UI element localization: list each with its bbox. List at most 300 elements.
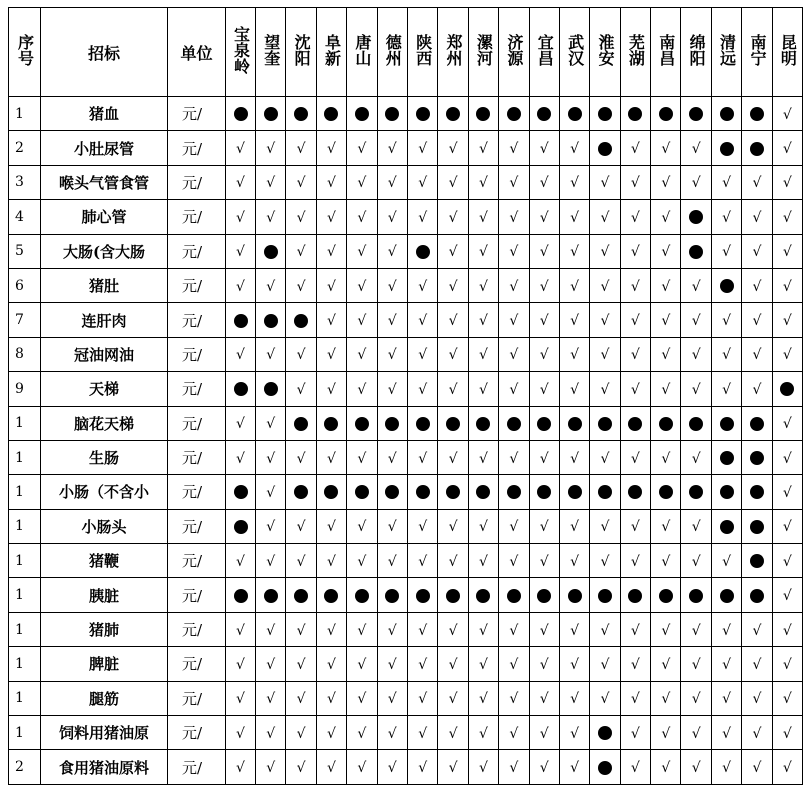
check-mark: √ xyxy=(539,244,549,261)
tick-mark xyxy=(286,612,316,646)
check-mark: √ xyxy=(509,347,519,364)
dot-mark xyxy=(407,578,437,612)
tick-mark xyxy=(438,750,468,784)
check-mark: √ xyxy=(661,553,671,570)
header-row xyxy=(9,8,803,97)
check-mark: √ xyxy=(448,141,458,158)
dot-mark xyxy=(256,97,286,131)
check-mark: √ xyxy=(418,175,428,192)
check-mark: √ xyxy=(782,725,792,742)
check-mark: √ xyxy=(236,656,245,673)
check-mark: √ xyxy=(418,278,428,295)
check-mark: √ xyxy=(448,278,458,295)
table-row xyxy=(9,406,803,440)
check-mark: √ xyxy=(509,450,519,467)
tick-mark xyxy=(468,372,498,406)
tick-mark xyxy=(377,440,407,474)
filled-dot-icon xyxy=(264,107,278,121)
tick-mark xyxy=(468,509,498,543)
check-mark: √ xyxy=(630,760,640,777)
check-mark: √ xyxy=(357,313,367,330)
check-mark: √ xyxy=(448,725,458,742)
tick-mark xyxy=(438,337,468,371)
filled-dot-icon xyxy=(446,107,460,121)
dot-mark xyxy=(620,578,650,612)
table-row xyxy=(9,303,803,337)
tick-mark xyxy=(226,750,256,784)
dot-mark xyxy=(742,544,772,578)
check-mark: √ xyxy=(570,519,580,536)
tick-mark xyxy=(468,750,498,784)
check-mark: √ xyxy=(418,691,428,708)
check-mark: √ xyxy=(691,622,701,639)
check-mark: √ xyxy=(722,725,732,742)
check-mark: √ xyxy=(661,313,671,330)
tick-mark xyxy=(377,681,407,715)
check-mark: √ xyxy=(266,450,276,467)
check-mark: √ xyxy=(478,725,488,742)
dot-mark xyxy=(559,475,589,509)
tick-mark xyxy=(468,544,498,578)
tick-mark xyxy=(499,716,529,750)
check-mark: √ xyxy=(539,760,549,777)
check-mark: √ xyxy=(752,209,762,226)
tick-mark xyxy=(347,681,377,715)
tick-mark xyxy=(468,337,498,371)
check-mark: √ xyxy=(630,691,640,708)
tick-mark xyxy=(316,268,346,302)
tick-mark xyxy=(499,165,529,199)
filled-dot-icon xyxy=(385,589,399,603)
check-mark: √ xyxy=(266,278,276,295)
check-mark: √ xyxy=(661,450,671,467)
tick-mark xyxy=(407,509,437,543)
tick-mark xyxy=(499,268,529,302)
check-mark: √ xyxy=(630,725,640,742)
dot-mark xyxy=(620,97,650,131)
tick-mark xyxy=(256,509,286,543)
tick-mark xyxy=(256,200,286,234)
item-unit: 元/ xyxy=(168,509,226,543)
check-mark: √ xyxy=(327,244,336,261)
header-city: 济源 xyxy=(499,8,529,97)
row-number: 4 xyxy=(9,200,41,234)
tick-mark xyxy=(499,647,529,681)
check-mark: √ xyxy=(782,656,792,673)
item-name: 猪肺 xyxy=(41,612,168,646)
tick-mark xyxy=(651,372,681,406)
tick-mark xyxy=(407,681,437,715)
check-mark: √ xyxy=(418,725,428,742)
check-mark: √ xyxy=(691,141,701,158)
tick-mark xyxy=(286,372,316,406)
check-mark: √ xyxy=(327,209,336,226)
check-mark: √ xyxy=(570,381,580,398)
check-mark: √ xyxy=(418,656,428,673)
tick-mark xyxy=(286,131,316,165)
tick-mark xyxy=(651,716,681,750)
tick-mark xyxy=(711,234,741,268)
tick-mark xyxy=(590,337,620,371)
tick-mark xyxy=(742,647,772,681)
tick-mark xyxy=(559,647,589,681)
item-name: 胰脏 xyxy=(41,578,168,612)
check-mark: √ xyxy=(661,519,671,536)
tick-mark xyxy=(620,509,650,543)
check-mark: √ xyxy=(357,760,367,777)
check-mark: √ xyxy=(691,313,701,330)
check-mark: √ xyxy=(691,347,701,364)
tick-mark xyxy=(559,337,589,371)
row-number: 3 xyxy=(9,165,41,199)
tick-mark xyxy=(559,131,589,165)
tick-mark xyxy=(651,750,681,784)
filled-dot-icon xyxy=(720,417,734,431)
check-mark: √ xyxy=(722,175,732,192)
tick-mark xyxy=(256,440,286,474)
tick-mark xyxy=(651,200,681,234)
check-mark: √ xyxy=(661,278,671,295)
check-mark: √ xyxy=(782,484,792,501)
filled-dot-icon xyxy=(416,245,430,259)
dot-mark xyxy=(256,303,286,337)
dot-mark xyxy=(772,372,802,406)
check-mark: √ xyxy=(782,106,792,123)
check-mark: √ xyxy=(387,381,397,398)
tick-mark xyxy=(529,440,559,474)
check-mark: √ xyxy=(296,209,306,226)
table-row xyxy=(9,131,803,165)
tick-mark xyxy=(438,440,468,474)
item-unit: 元/ xyxy=(168,165,226,199)
check-mark: √ xyxy=(357,519,367,536)
tick-mark xyxy=(316,544,346,578)
check-mark: √ xyxy=(357,209,367,226)
dot-mark xyxy=(711,440,741,474)
check-mark: √ xyxy=(296,553,306,570)
check-mark: √ xyxy=(478,209,488,226)
check-mark: √ xyxy=(722,381,732,398)
tick-mark xyxy=(256,647,286,681)
check-mark: √ xyxy=(752,656,762,673)
tick-mark xyxy=(590,647,620,681)
filled-dot-icon xyxy=(476,417,490,431)
check-mark: √ xyxy=(600,622,610,639)
tick-mark xyxy=(377,647,407,681)
tick-mark xyxy=(590,681,620,715)
tick-mark xyxy=(651,303,681,337)
check-mark: √ xyxy=(418,622,428,639)
dot-mark xyxy=(590,578,620,612)
check-mark: √ xyxy=(478,381,488,398)
tick-mark xyxy=(226,544,256,578)
filled-dot-icon xyxy=(659,107,673,121)
tick-mark xyxy=(407,750,437,784)
dot-mark xyxy=(529,475,559,509)
tick-mark xyxy=(742,681,772,715)
filled-dot-icon xyxy=(720,142,734,156)
tick-mark xyxy=(651,544,681,578)
check-mark: √ xyxy=(782,519,792,536)
tick-mark xyxy=(651,681,681,715)
tick-mark xyxy=(529,200,559,234)
dot-mark xyxy=(590,750,620,784)
tick-mark xyxy=(529,750,559,784)
check-mark: √ xyxy=(782,209,792,226)
dot-mark xyxy=(407,406,437,440)
dot-mark xyxy=(347,97,377,131)
check-mark: √ xyxy=(539,450,549,467)
check-mark: √ xyxy=(570,141,580,158)
check-mark: √ xyxy=(539,175,549,192)
filled-dot-icon xyxy=(598,142,612,156)
filled-dot-icon xyxy=(750,589,764,603)
dot-mark xyxy=(226,578,256,612)
check-mark: √ xyxy=(630,141,640,158)
table-row xyxy=(9,337,803,371)
filled-dot-icon xyxy=(446,485,460,499)
item-unit: 元/ xyxy=(168,475,226,509)
filled-dot-icon xyxy=(355,107,369,121)
tick-mark xyxy=(377,337,407,371)
check-mark: √ xyxy=(448,760,458,777)
check-mark: √ xyxy=(600,175,610,192)
tick-mark xyxy=(316,647,346,681)
table-body xyxy=(9,97,803,785)
tick-mark xyxy=(286,681,316,715)
check-mark: √ xyxy=(236,141,245,158)
tick-mark xyxy=(499,750,529,784)
item-unit: 元/ xyxy=(168,97,226,131)
check-mark: √ xyxy=(327,656,336,673)
tick-mark xyxy=(226,406,256,440)
tick-mark xyxy=(499,509,529,543)
tick-mark xyxy=(316,612,346,646)
dot-mark xyxy=(711,406,741,440)
tick-mark xyxy=(772,544,802,578)
tick-mark xyxy=(529,165,559,199)
check-mark: √ xyxy=(266,691,276,708)
tick-mark xyxy=(286,509,316,543)
check-mark: √ xyxy=(387,622,397,639)
header-city: 南宁 xyxy=(742,8,772,97)
tick-mark xyxy=(620,440,650,474)
filled-dot-icon xyxy=(507,417,521,431)
check-mark: √ xyxy=(691,278,701,295)
check-mark: √ xyxy=(448,450,458,467)
check-mark: √ xyxy=(752,622,762,639)
filled-dot-icon xyxy=(628,417,642,431)
tick-mark xyxy=(438,234,468,268)
check-mark: √ xyxy=(387,450,397,467)
filled-dot-icon xyxy=(355,417,369,431)
dot-mark xyxy=(651,406,681,440)
item-name: 腿筋 xyxy=(41,681,168,715)
filled-dot-icon xyxy=(780,382,794,396)
tick-mark xyxy=(499,337,529,371)
check-mark: √ xyxy=(539,209,549,226)
check-mark: √ xyxy=(327,725,336,742)
tick-mark xyxy=(407,165,437,199)
filled-dot-icon xyxy=(385,485,399,499)
tick-mark xyxy=(499,681,529,715)
tick-mark xyxy=(468,131,498,165)
filled-dot-icon xyxy=(568,417,582,431)
tick-mark xyxy=(377,544,407,578)
item-name: 冠油网油 xyxy=(41,337,168,371)
tick-mark xyxy=(681,750,711,784)
dot-mark xyxy=(286,578,316,612)
table-row xyxy=(9,440,803,474)
tick-mark xyxy=(438,268,468,302)
check-mark: √ xyxy=(448,553,458,570)
item-unit: 元/ xyxy=(168,372,226,406)
check-mark: √ xyxy=(509,691,519,708)
tick-mark xyxy=(377,131,407,165)
tick-mark xyxy=(407,268,437,302)
check-mark: √ xyxy=(327,622,336,639)
tick-mark xyxy=(286,268,316,302)
dot-mark xyxy=(256,234,286,268)
check-mark: √ xyxy=(539,313,549,330)
tick-mark xyxy=(529,131,559,165)
tick-mark xyxy=(377,268,407,302)
item-name: 猪肚 xyxy=(41,268,168,302)
tick-mark xyxy=(711,681,741,715)
tick-mark xyxy=(772,750,802,784)
dot-mark xyxy=(316,406,346,440)
filled-dot-icon xyxy=(416,107,430,121)
check-mark: √ xyxy=(357,141,367,158)
check-mark: √ xyxy=(327,278,336,295)
filled-dot-icon xyxy=(537,589,551,603)
tick-mark xyxy=(316,440,346,474)
check-mark: √ xyxy=(357,656,367,673)
tick-mark xyxy=(559,372,589,406)
tick-mark xyxy=(711,165,741,199)
tick-mark xyxy=(742,716,772,750)
tick-mark xyxy=(347,337,377,371)
tick-mark xyxy=(226,716,256,750)
tick-mark xyxy=(407,612,437,646)
dot-mark xyxy=(316,578,346,612)
tick-mark xyxy=(742,612,772,646)
tick-mark xyxy=(438,647,468,681)
item-name: 小肠头 xyxy=(41,509,168,543)
check-mark: √ xyxy=(600,347,610,364)
header-city: 宜昌 xyxy=(529,8,559,97)
tick-mark xyxy=(772,97,802,131)
check-mark: √ xyxy=(448,691,458,708)
check-mark: √ xyxy=(296,519,306,536)
tick-mark xyxy=(316,372,346,406)
check-mark: √ xyxy=(539,725,549,742)
table-row xyxy=(9,509,803,543)
filled-dot-icon xyxy=(507,485,521,499)
tick-mark xyxy=(407,647,437,681)
tick-mark xyxy=(347,268,377,302)
tick-mark xyxy=(620,165,650,199)
row-number: 1 xyxy=(9,647,41,681)
check-mark: √ xyxy=(661,175,671,192)
check-mark: √ xyxy=(600,209,610,226)
check-mark: √ xyxy=(357,553,367,570)
check-mark: √ xyxy=(266,416,276,433)
dot-mark xyxy=(347,406,377,440)
check-mark: √ xyxy=(600,450,610,467)
check-mark: √ xyxy=(630,656,640,673)
check-mark: √ xyxy=(296,691,306,708)
row-number: 1 xyxy=(9,681,41,715)
filled-dot-icon xyxy=(750,142,764,156)
check-mark: √ xyxy=(266,760,276,777)
tick-mark xyxy=(347,165,377,199)
check-mark: √ xyxy=(236,725,245,742)
tick-mark xyxy=(620,303,650,337)
tick-mark xyxy=(559,681,589,715)
item-name: 小肚尿管 xyxy=(41,131,168,165)
tick-mark xyxy=(681,647,711,681)
check-mark: √ xyxy=(236,347,245,364)
check-mark: √ xyxy=(236,450,245,467)
dot-mark xyxy=(377,475,407,509)
check-mark: √ xyxy=(418,553,428,570)
tick-mark xyxy=(499,372,529,406)
tick-mark xyxy=(620,131,650,165)
filled-dot-icon xyxy=(537,417,551,431)
filled-dot-icon xyxy=(476,107,490,121)
dot-mark xyxy=(226,475,256,509)
check-mark: √ xyxy=(236,553,245,570)
tick-mark xyxy=(711,303,741,337)
filled-dot-icon xyxy=(598,107,612,121)
dot-mark xyxy=(681,578,711,612)
filled-dot-icon xyxy=(537,485,551,499)
tick-mark xyxy=(499,440,529,474)
dot-mark xyxy=(590,131,620,165)
check-mark: √ xyxy=(478,622,488,639)
dot-mark xyxy=(256,578,286,612)
filled-dot-icon xyxy=(416,417,430,431)
row-number: 7 xyxy=(9,303,41,337)
tick-mark xyxy=(226,337,256,371)
tick-mark xyxy=(316,509,346,543)
check-mark: √ xyxy=(327,691,336,708)
check-mark: √ xyxy=(236,175,245,192)
filled-dot-icon xyxy=(598,417,612,431)
check-mark: √ xyxy=(357,244,367,261)
tick-mark xyxy=(529,647,559,681)
check-mark: √ xyxy=(661,760,671,777)
filled-dot-icon xyxy=(507,589,521,603)
row-number: 8 xyxy=(9,337,41,371)
row-number: 6 xyxy=(9,268,41,302)
tick-mark xyxy=(499,200,529,234)
tick-mark xyxy=(468,647,498,681)
filled-dot-icon xyxy=(750,554,764,568)
tick-mark xyxy=(711,647,741,681)
tick-mark xyxy=(407,372,437,406)
dot-mark xyxy=(559,406,589,440)
tick-mark xyxy=(468,200,498,234)
tick-mark xyxy=(377,165,407,199)
check-mark: √ xyxy=(782,450,792,467)
dot-mark xyxy=(377,406,407,440)
check-mark: √ xyxy=(539,553,549,570)
check-mark: √ xyxy=(509,313,519,330)
filled-dot-icon xyxy=(628,485,642,499)
table-row xyxy=(9,372,803,406)
